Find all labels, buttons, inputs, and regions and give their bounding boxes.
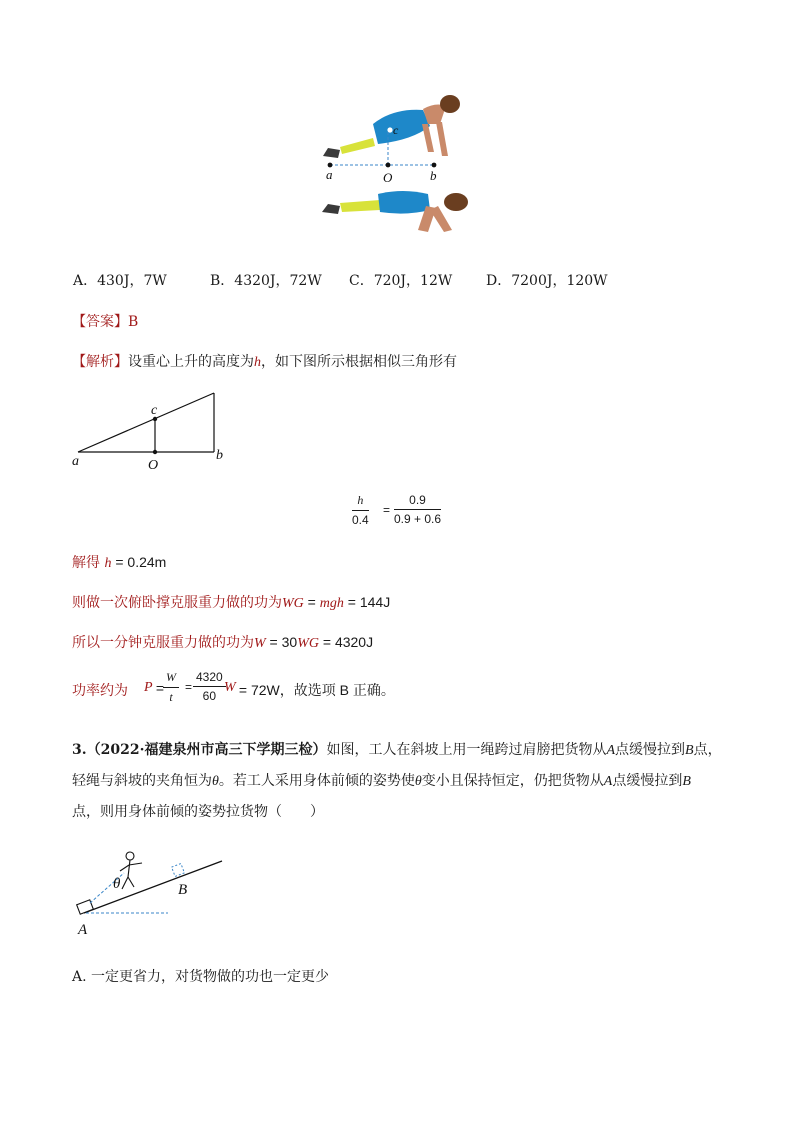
question3-line3-text: 点，则用身体前倾的姿势拉货物（ ） [72, 804, 324, 820]
question3-line1 [72, 739, 722, 759]
power-frac1-num: W [163, 670, 179, 688]
pushup-label-c: c [393, 123, 399, 137]
question3-theta: θ [212, 774, 219, 789]
power-frac1-den: t [169, 690, 173, 704]
power-frac2-num: 4320 [193, 670, 226, 687]
power-prefix: 功率约为 [72, 683, 128, 699]
question3-point-b: B [685, 743, 694, 758]
answer-line [72, 311, 138, 331]
question3-line2-end: 变小且保持恒定，仍把货物从 [421, 773, 604, 789]
minute-value: = 4320J [318, 634, 374, 650]
triangle-label-a: a [72, 454, 79, 469]
power-w: W [224, 680, 236, 695]
power-p: P [144, 680, 153, 695]
power-eq2: = [185, 680, 193, 694]
question3-theta-2: θ [414, 774, 422, 789]
slope-label-theta: θ [113, 876, 121, 892]
slope-diagram [72, 845, 232, 940]
question3-point-b-2: B [682, 774, 691, 789]
minute-eq: = 30 [265, 634, 298, 650]
question3-line2-mid: 。若工人采用身体前倾的姿势使 [218, 773, 415, 789]
option-d: D．7200J，120W [486, 273, 608, 289]
question3-source: （2022·福建泉州市高三下学期三检） [86, 742, 327, 758]
option-b: B．4320J，72W [210, 273, 322, 289]
question3-line1-text: 如图，工人在斜坡上用一绳跨过肩膀把货物从 [326, 742, 607, 758]
slope-label-a: A [78, 922, 88, 938]
eq1-equals: = [383, 503, 391, 517]
eq1-lhs-num: h [352, 493, 369, 511]
question3-point-a-2: A [603, 774, 613, 789]
question3-line2-tail: 点缓慢拉到 [612, 773, 683, 789]
triangle-figure [70, 390, 230, 474]
eq1-rhs-num: 0.9 [394, 493, 441, 510]
slope-label-b: B [178, 882, 188, 898]
fraction-h-over-04 [352, 493, 369, 527]
analysis-text-before: 设重心上升的高度为 [128, 354, 254, 370]
solve-line [72, 552, 166, 572]
slope-figure [72, 845, 232, 940]
pushup-label-o: O [383, 170, 393, 185]
fraction-09-over-sum [394, 493, 441, 526]
option-a: A．430J，7W [73, 273, 167, 289]
answer-value: B [128, 314, 139, 330]
analysis-line [72, 351, 457, 371]
solve-var-h: h [104, 556, 112, 571]
work-prefix: 则做一次俯卧撑克服重力做的功为 [72, 595, 282, 611]
work-line [72, 592, 390, 612]
eq1-rhs-den: 0.9 + 0.6 [394, 512, 442, 526]
minute-prefix: 所以一分钟克服重力做的功为 [72, 635, 254, 651]
pushup-illustration [318, 94, 478, 246]
pushup-label-b: b [430, 168, 437, 183]
triangle-label-b: b [216, 448, 223, 463]
eq1-lhs-den: 0.4 [352, 513, 369, 527]
options-row [73, 270, 633, 290]
analysis-text-after: ，如下图所示根据相似三角形有 [261, 354, 457, 370]
analysis-var-h: h [254, 355, 261, 370]
power-result: = 72W，故选项 B 正确。 [235, 682, 395, 698]
fraction-w-over-t [163, 670, 179, 705]
question3-option-a-text: A. 一定更省力，对货物做的功也一定更少 [72, 969, 330, 985]
question3-line3 [72, 801, 324, 821]
solve-prefix: 解得 [72, 555, 100, 571]
question3-line1-mid: 点缓慢拉到 [615, 742, 686, 758]
triangle-label-c: c [151, 403, 158, 418]
question3-line2 [72, 770, 691, 790]
work-wg: WG [282, 596, 304, 611]
question3-point-a: A [606, 743, 616, 758]
question3-option-a [72, 966, 329, 986]
question3-number: 3. [72, 742, 87, 758]
option-c: C．720J，12W [349, 273, 453, 289]
minute-w: W [254, 636, 266, 651]
pushup-figure [318, 94, 478, 246]
work-value: = 144J [343, 594, 391, 610]
work-eq: = [303, 594, 320, 610]
fraction-4320-over-60 [193, 670, 226, 703]
minute-line [72, 632, 373, 652]
power-eq1: = [152, 680, 168, 696]
question3-line1-end: 点， [693, 742, 722, 758]
power-line [72, 670, 432, 710]
minute-wg: WG [297, 636, 319, 651]
analysis-tag: 【解析】 [72, 354, 128, 370]
solve-value: = 0.24m [111, 554, 167, 570]
question3-line2-start: 轻绳与斜坡的夹角恒为 [72, 773, 212, 789]
equation-similar-triangles [350, 493, 450, 533]
pushup-label-a: a [326, 167, 333, 182]
power-frac2-den: 60 [202, 689, 217, 703]
similar-triangle-diagram [70, 390, 230, 474]
answer-tag: 【答案】 [72, 314, 128, 330]
work-mgh: mgh [319, 596, 344, 611]
triangle-label-o: O [148, 458, 159, 473]
